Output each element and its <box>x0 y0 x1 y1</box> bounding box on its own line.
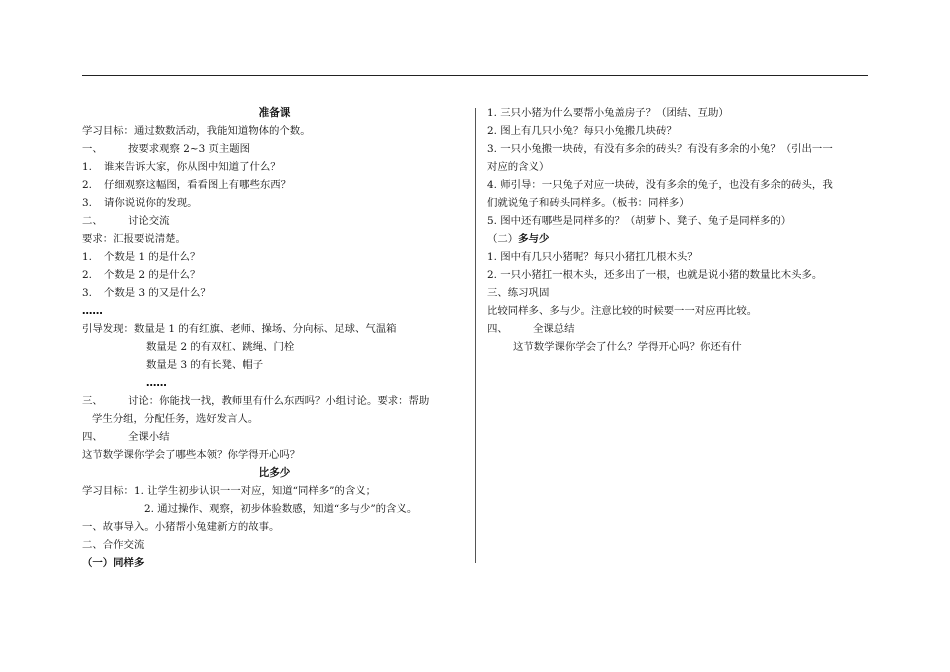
more-less-question-2: 2. 一只小猪扛一根木头，还多出了一根，也就是说小猪的数量比木头多。 <box>487 269 823 281</box>
question-3 <box>82 194 467 212</box>
question-number: 2. <box>82 179 92 191</box>
section-1 <box>82 140 467 158</box>
section-number: 一、 <box>82 143 103 155</box>
cooperation-heading: 二、合作交流 <box>82 539 145 551</box>
requirement: 要求：汇报要说清楚。 <box>82 233 186 245</box>
question-1 <box>82 158 467 176</box>
lesson-title-prep: 准备课 <box>258 107 291 119</box>
practice-heading: 三、练习巩固 <box>487 287 550 299</box>
section-3 <box>82 392 467 410</box>
more-less-question-1: 1. 图中有几只小猪呢？每只小猪扛几根木头？ <box>487 251 698 263</box>
section-text: 按要求观察 2~3 页主题图 <box>128 143 251 155</box>
question-number: 1. <box>82 251 92 263</box>
guide-line-2: 数量是 2 的有双杠、跳绳、门栓 <box>146 341 295 353</box>
section-text: 全课总结 <box>533 323 575 335</box>
right-question-3-cont: 对应的含义） <box>487 161 550 173</box>
practice-text: 比较同样多、多与少。注意比较的时候要一一对应再比较。 <box>487 305 758 317</box>
question-text: 请你说说你的发现。 <box>104 197 198 209</box>
question-text: 仔细观察这幅图，看看图上有哪些东西？ <box>104 179 292 191</box>
section-4-summary <box>487 320 872 338</box>
lesson-title-compare: 比多少 <box>258 467 291 479</box>
subsection-title: 多与少 <box>518 233 550 245</box>
question-text: 个数是 2 的是什么？ <box>104 269 201 281</box>
section-text: 全课小结 <box>128 431 170 443</box>
closing-text: 这节数学课你学会了什么？学得开心吗？你还有什 <box>513 341 742 353</box>
count-question-1 <box>82 248 467 266</box>
section-number: 四、 <box>487 323 508 335</box>
question-number: 3. <box>82 287 92 299</box>
question-text: 个数是 1 的是什么？ <box>104 251 201 263</box>
question-number: 3. <box>82 197 92 209</box>
column-divider <box>475 108 476 563</box>
section-text: 讨论：你能找一找，教师里有什么东西吗？小组讨论。要求：帮助 <box>128 395 430 407</box>
count-question-3 <box>82 284 467 302</box>
right-question-5: 5. 图中还有哪些是同样多的？（胡萝卜、凳子、兔子是同样多的） <box>487 215 792 227</box>
guide-line-3: 数量是 3 的有长凳、帽子 <box>146 359 264 371</box>
story-intro: 一、故事导入。小猪帮小兔建新方的故事。 <box>82 521 280 533</box>
section-number: 二、 <box>82 215 103 227</box>
right-question-4: 4. 师引导：一只兔子对应一块砖，没有多余的兔子，也没有多余的砖头，我 <box>487 179 833 191</box>
question-number: 2. <box>82 269 92 281</box>
question-2 <box>82 176 467 194</box>
section-3-continued: 学生分组，分配任务，选好发言人。 <box>92 413 259 425</box>
right-question-4-cont: 们就说兔子和砖头同样多。（板书：同样多） <box>487 197 690 209</box>
right-question-2: 2. 图上有几只小兔？每只小兔搬几块砖？ <box>487 125 677 137</box>
question-number: 1. <box>82 161 92 173</box>
question-text: 谁来告诉大家，你从图中知道了什么？ <box>104 161 281 173</box>
learning-goal: 学习目标：通过数数活动，我能知道物体的个数。 <box>82 125 311 137</box>
section-4 <box>82 428 467 446</box>
ellipsis: …… <box>146 377 167 389</box>
top-rule <box>82 75 868 76</box>
right-question-3: 3. 一只小兔搬一块砖，有没有多余的砖头？有没有多余的小兔？（引出一一 <box>487 143 833 155</box>
left-column <box>82 104 467 572</box>
guide-line-1: 引导发现：数量是 1 的有红旗、老师、操场、分向标、足球、气温箱 <box>82 323 397 335</box>
learning-goal-2b: 2. 通过操作、观察，初步体验数感，知道“多与少”的含义。 <box>144 503 418 515</box>
ellipsis: …… <box>82 305 103 317</box>
section-number: 四、 <box>82 431 103 443</box>
learning-goal-2a: 学习目标：1. 让学生初步认识一一对应，知道“同样多”的含义； <box>82 485 376 497</box>
section-number: 三、 <box>82 395 103 407</box>
subsection-more-less <box>487 230 872 248</box>
section-text: 讨论交流 <box>128 215 170 227</box>
subsection-prefix: （二） <box>487 233 519 245</box>
right-column <box>487 104 872 356</box>
question-text: 个数是 3 的又是什么？ <box>104 287 211 299</box>
summary-question: 这节数学课你学会了哪些本领？你学得开心吗？ <box>82 449 301 461</box>
count-question-2 <box>82 266 467 284</box>
subsection-same: （一）同样多 <box>82 557 145 569</box>
right-question-1: 1. 三只小猪为什么要帮小兔盖房子？（团结、互助） <box>487 107 729 119</box>
section-2 <box>82 212 467 230</box>
